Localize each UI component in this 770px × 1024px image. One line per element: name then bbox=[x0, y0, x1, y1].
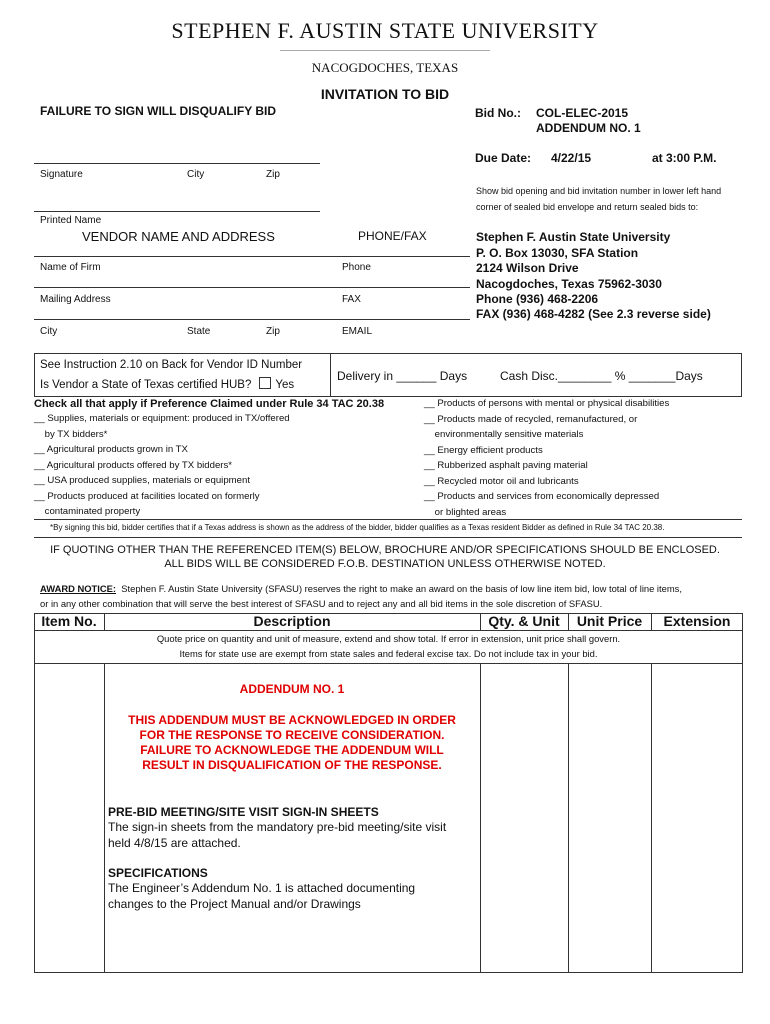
vendor-heading: VENDOR NAME AND ADDRESS bbox=[82, 229, 275, 244]
vendor-city-label: City bbox=[40, 326, 58, 337]
preference-right-item-1[interactable]: __ Products made of recycled, remanufactured, or bbox=[424, 413, 638, 425]
signature-label: Signature bbox=[40, 169, 83, 180]
quoting-notice-line1: IF QUOTING OTHER THAN THE REFERENCED ITEM(S) BELOW, BROCHURE AND/OR SPECIFICATIONS SHOULD BE ENCLOSED. bbox=[50, 544, 720, 556]
addendum-label: ADDENDUM NO. 1 bbox=[536, 121, 641, 135]
award-notice-line1 bbox=[40, 583, 682, 594]
table-header-rule bbox=[34, 630, 743, 631]
addendum-warning-line-3: RESULT IN DISQUALIFICATION OF THE RESPONSE. bbox=[142, 758, 442, 772]
spec-text-2: changes to the Project Manual and/or Drawings bbox=[108, 897, 361, 911]
footnote-rule bbox=[34, 537, 742, 538]
award-notice-text1: Stephen F. Austin State University (SFASU) reserves the right to make an award on the basis of low line item bid, low total of line items, bbox=[121, 583, 682, 594]
addendum-warning-line-2: FAILURE TO ACKNOWLEDGE THE ADDENDUM WILL bbox=[140, 743, 444, 757]
preference-right-item-6[interactable]: __ Products and services from economically depressed bbox=[424, 491, 660, 502]
preference-left-item-2[interactable]: __ Agricultural products grown in TX bbox=[34, 444, 188, 455]
signature-line[interactable] bbox=[34, 163, 320, 164]
fax-label: FAX bbox=[342, 294, 361, 305]
cash-discount[interactable]: Cash Disc.________ % _______Days bbox=[500, 369, 703, 383]
preference-right-item-3[interactable]: __ Energy efficient products bbox=[424, 444, 543, 456]
city-line[interactable] bbox=[34, 319, 470, 320]
email-label: EMAIL bbox=[342, 326, 373, 337]
signature-zip-label: Zip bbox=[266, 169, 280, 180]
preference-left-item-3[interactable]: __ Agricultural products offered by TX bidders* bbox=[34, 459, 233, 471]
preference-footnote: *By signing this bid, bidder certifies that if a Texas address is shown as the address of the bidder, bidder qualifies as a Texas resident Bidder as defined in Rule 34 TAC 20.38. bbox=[50, 523, 665, 532]
return-address-line1: Stephen F. Austin State University bbox=[476, 230, 671, 244]
printed-name-label: Printed Name bbox=[40, 215, 102, 226]
preference-right-item-0[interactable]: __ Products of persons with mental or physical disabilities bbox=[424, 398, 670, 409]
return-address-line4: Nacogdoches, Texas 75962-3030 bbox=[476, 277, 662, 291]
phone-fax-heading: PHONE/FAX bbox=[358, 229, 427, 243]
table-notes-rule bbox=[34, 663, 743, 664]
vendor-id-instruction: See Instruction 2.10 on Back for Vendor ID Number bbox=[40, 359, 303, 371]
preference-right-item-5[interactable]: __ Recycled motor oil and lubricants bbox=[424, 475, 579, 487]
preference-heading: Check all that apply if Preference Claimed under Rule 34 TAC 20.38 bbox=[34, 398, 385, 410]
return-instruction: Show bid opening and bid invitation number in lower left hand corner of sealed bid envelope and return sealed bids to: bbox=[476, 186, 722, 212]
addendum-title: ADDENDUM NO. 1 bbox=[239, 682, 345, 696]
addendum-warning-line-1: FOR THE RESPONSE TO RECEIVE CONSIDERATION. bbox=[139, 728, 445, 742]
table-note-1: Quote price on quantity and unit of measure, extend and show total. If error in extension, unit price shall govern. bbox=[156, 633, 621, 644]
preference-left-item-6: contaminated property bbox=[34, 506, 141, 517]
col-description: Description bbox=[253, 613, 331, 629]
preference-left-item-1: by TX bidders* bbox=[34, 428, 108, 440]
quoting-notice-line2: ALL BIDS WILL BE CONSIDERED F.O.B. DESTINATION UNLESS OTHERWISE NOTED. bbox=[164, 558, 606, 570]
preference-left-item-0[interactable]: __ Supplies, materials or equipment: produced in TX/offered bbox=[34, 413, 290, 424]
return-address-line2: P. O. Box 13030, SFA Station bbox=[476, 246, 639, 260]
mailing-line[interactable] bbox=[34, 287, 470, 288]
preference-left-item-5[interactable]: __ Products produced at facilities located on formerly bbox=[34, 490, 260, 502]
due-date-label: Due Date: bbox=[475, 151, 532, 165]
document-title: INVITATION TO BID bbox=[320, 86, 450, 102]
prebid-text-1: The sign-in sheets from the mandatory pre-bid meeting/site visit bbox=[108, 820, 447, 834]
spec-heading: SPECIFICATIONS bbox=[108, 866, 208, 880]
due-date: 4/22/15 bbox=[551, 151, 592, 165]
col-item-no: Item No. bbox=[41, 613, 97, 629]
preference-right-item-7: or blighted areas bbox=[424, 506, 507, 518]
preference-left-item-4[interactable]: __ USA produced supplies, materials or equipment bbox=[34, 475, 250, 486]
col-qty-unit: Qty. & Unit bbox=[488, 613, 560, 629]
university-title: STEPHEN F. AUSTIN STATE UNIVERSITY bbox=[171, 18, 599, 43]
hub-question bbox=[40, 377, 294, 391]
phone-label: Phone bbox=[342, 262, 371, 273]
award-notice-label: AWARD NOTICE: bbox=[40, 583, 117, 594]
body-divider-3 bbox=[568, 663, 569, 973]
spec-text-1: The Engineer’s Addendum No. 1 is attached documenting bbox=[108, 881, 416, 895]
university-location: NACOGDOCHES, TEXAS bbox=[311, 60, 459, 75]
preference-rule bbox=[34, 519, 742, 520]
signature-city-label: City bbox=[187, 169, 205, 180]
item-table bbox=[34, 613, 743, 973]
preference-right-item-2: environmentally sensitive materials bbox=[424, 429, 584, 440]
body-divider-1 bbox=[104, 663, 105, 973]
col-extension: Extension bbox=[663, 613, 731, 629]
firm-line[interactable] bbox=[34, 256, 470, 257]
award-notice-line2: or in any other combination that will serve the best interest of SFASU and to reject any and all bid items in the sole discretion of SFASU. bbox=[40, 598, 603, 609]
vendor-zip-label: Zip bbox=[266, 326, 280, 337]
header-rule bbox=[280, 50, 490, 51]
hub-yes-label: Yes bbox=[275, 379, 295, 391]
preference-right-item-4[interactable]: __ Rubberized asphalt paving material bbox=[424, 460, 588, 471]
bid-no: COL-ELEC-2015 bbox=[536, 106, 629, 120]
addendum-warning-line-0: THIS ADDENDUM MUST BE ACKNOWLEDGED IN ORDER bbox=[128, 713, 456, 727]
mailing-label: Mailing Address bbox=[40, 294, 111, 305]
sign-warning: FAILURE TO SIGN WILL DISQUALIFY BID bbox=[40, 104, 277, 118]
due-time: at 3:00 P.M. bbox=[652, 151, 717, 165]
printed-name-line[interactable] bbox=[34, 211, 320, 212]
bid-no-label: Bid No.: bbox=[475, 106, 521, 120]
return-address-line6: FAX (936) 468-4282 (See 2.3 reverse side) bbox=[476, 307, 711, 321]
return-address-line3: 2124 Wilson Drive bbox=[476, 261, 579, 275]
prebid-text-2: held 4/8/15 are attached. bbox=[108, 836, 241, 850]
firm-label: Name of Firm bbox=[40, 262, 101, 273]
hub-question-text: Is Vendor a State of Texas certified HUB? bbox=[40, 379, 252, 391]
return-address-line5: Phone (936) 468-2206 bbox=[476, 292, 599, 306]
prebid-heading: PRE-BID MEETING/SITE VISIT SIGN-IN SHEETS bbox=[108, 805, 379, 819]
hub-checkbox[interactable] bbox=[259, 377, 271, 389]
delivery-days[interactable]: Delivery in ______ Days bbox=[337, 369, 468, 383]
body-divider-4 bbox=[651, 663, 652, 973]
table-note-2: Items for state use are exempt from state sales and federal excise tax. Do not include tax in your bid. bbox=[179, 648, 598, 659]
body-divider-2 bbox=[480, 663, 481, 973]
vendor-state-label: State bbox=[187, 326, 211, 337]
vendor-id-divider bbox=[330, 353, 331, 397]
col-unit-price: Unit Price bbox=[576, 613, 643, 629]
